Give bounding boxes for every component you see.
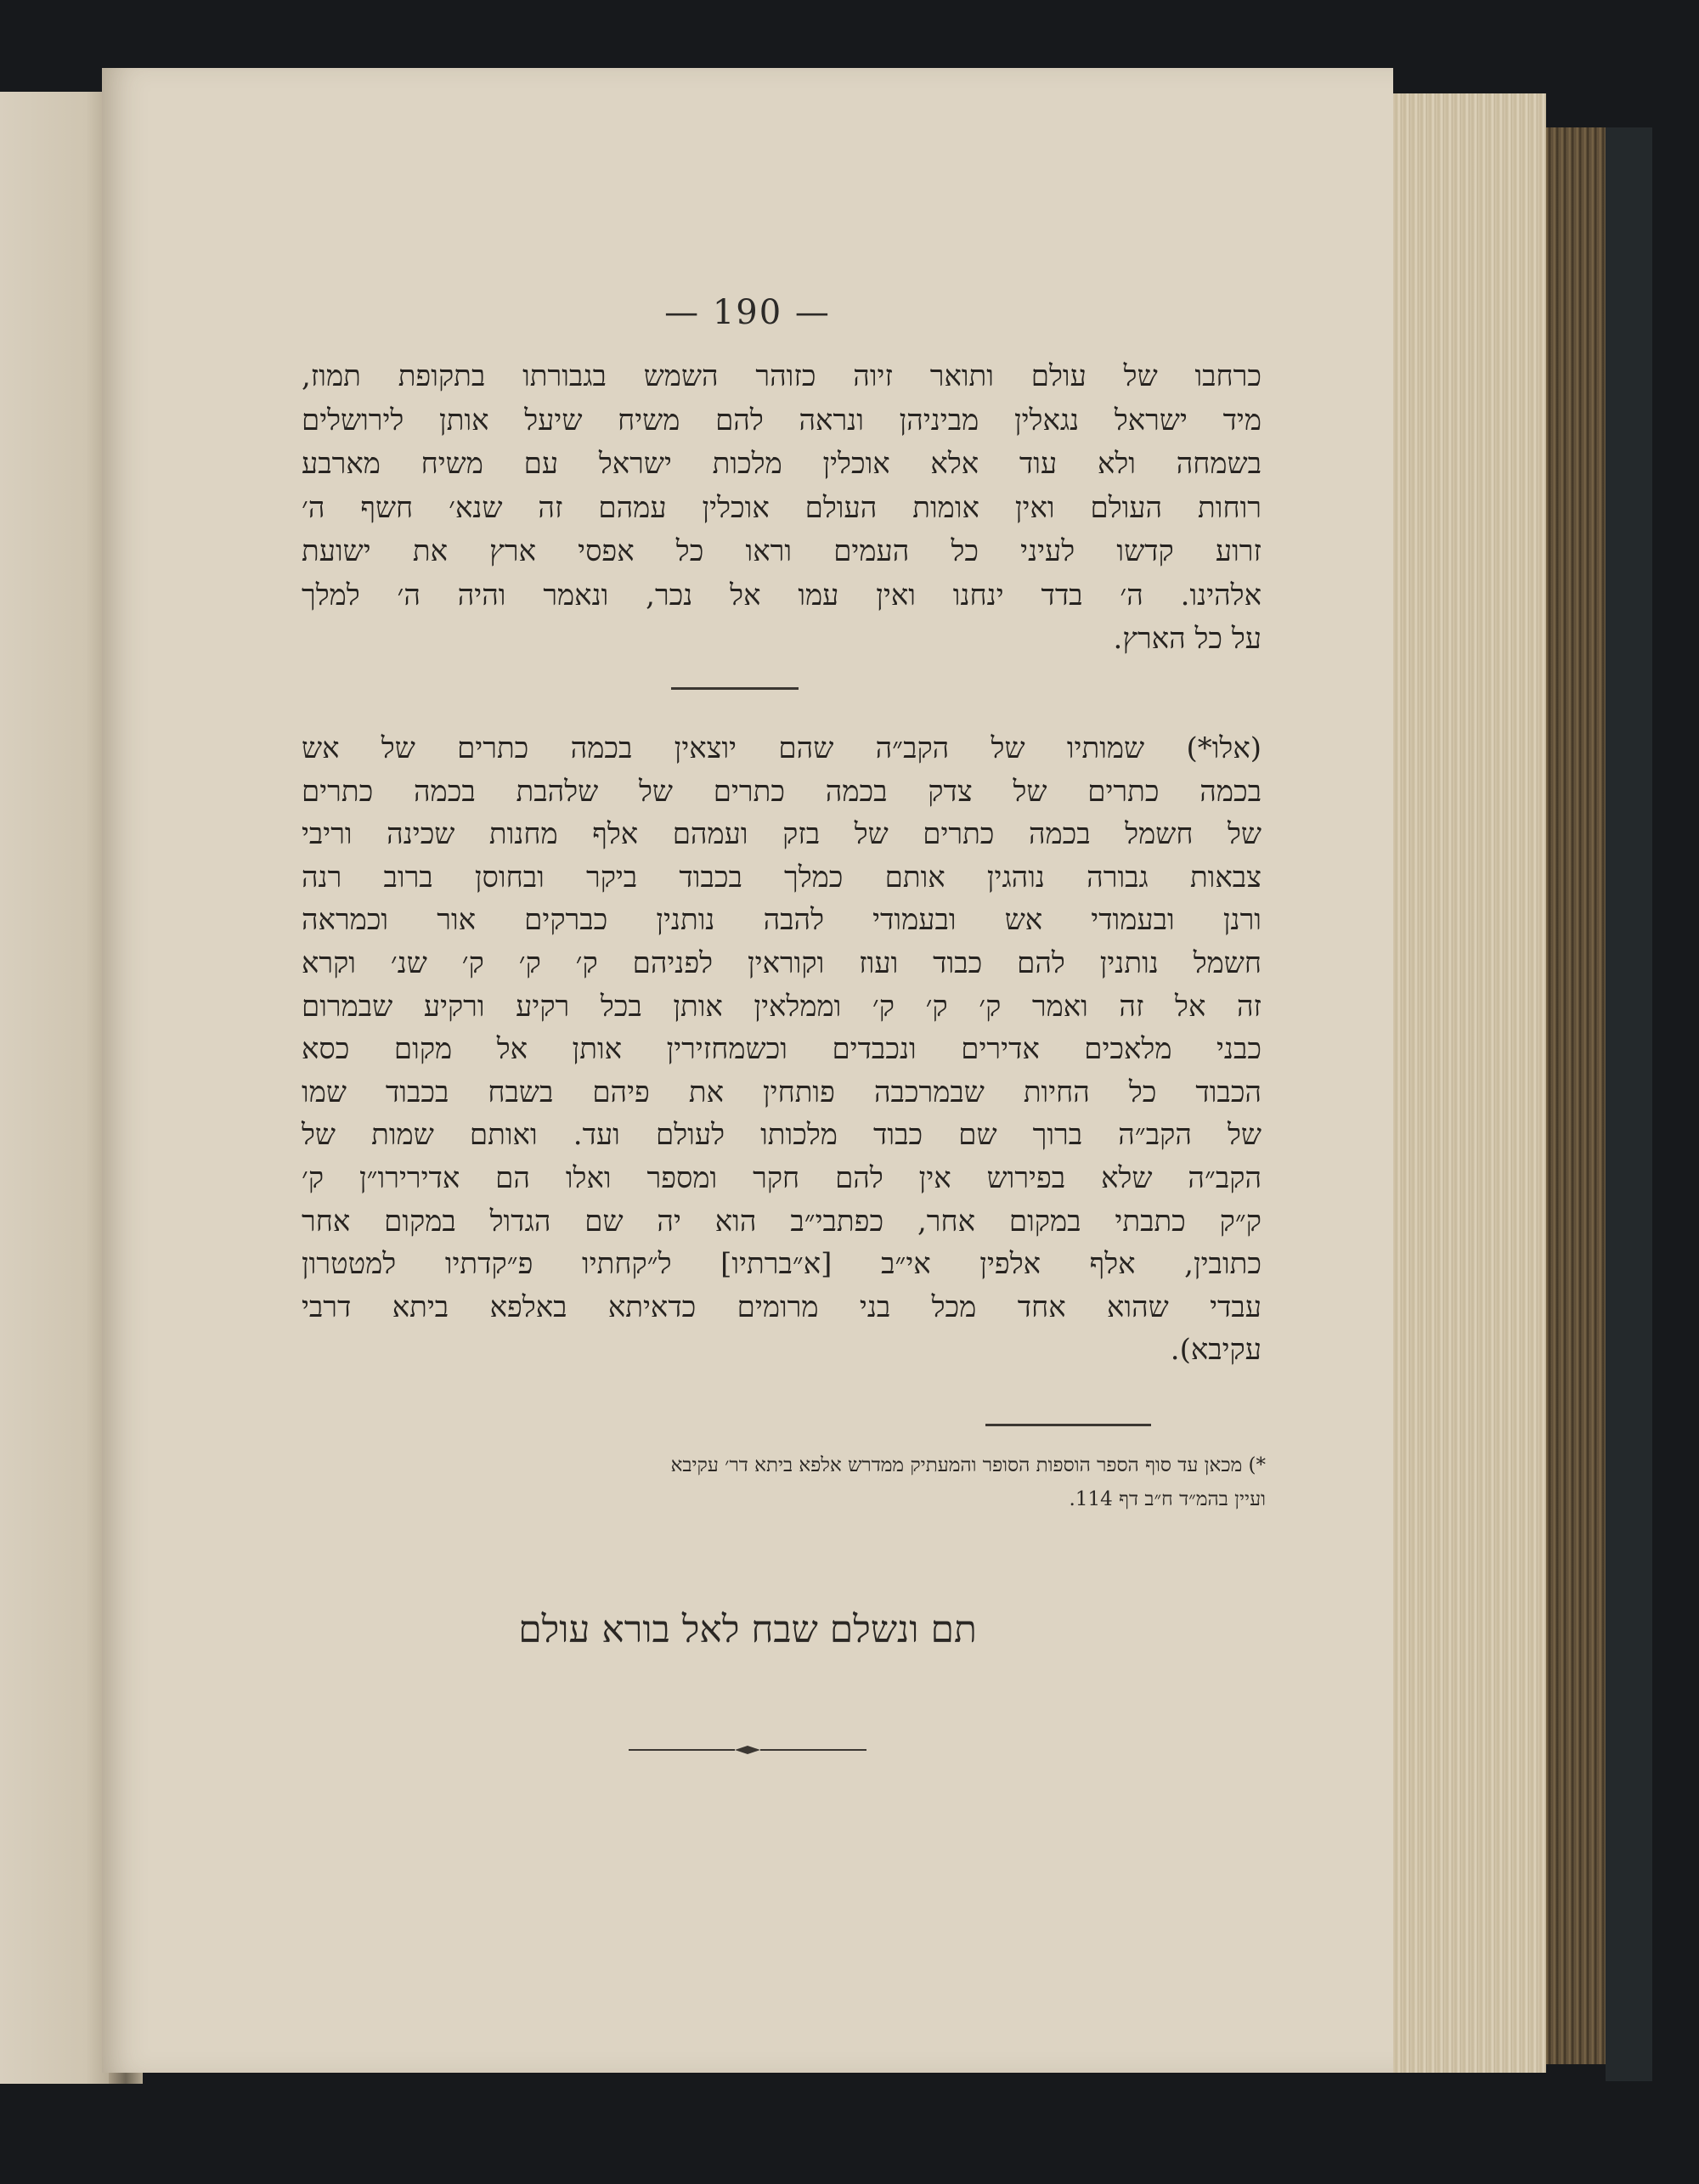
text-line: אלהינו. ה׳ בדד ינחנו ואין עמו אל נכר, ונאמר והיה ה׳ למלך — [302, 578, 1262, 612]
paragraph-top — [302, 355, 1262, 662]
text-line: זרוע קדשו לעיני כל העמים וראו כל אפסי ארץ את ישועת — [302, 534, 1262, 568]
text-line: חשמל נותנין להם כבוד ועוז וקוראין לפניהם ק׳ ק׳ ק׳ שנ׳ וקרא — [302, 945, 1262, 980]
footnote — [314, 1448, 1266, 1516]
page-number: — 190 — — [664, 293, 831, 332]
section-divider — [671, 687, 799, 690]
text-line: ק״ק כתבתי במקום אחר, כפתבי״ב הוא יה שם הגדול במקום אחר — [302, 1204, 1262, 1239]
closing-line: תם ונשלם שבח לאל בורא עולם — [518, 1608, 977, 1651]
text-line: בשמחה ולא עוד אלא אוכלין מלכות ישראל עם משיח מארבע — [302, 447, 1262, 481]
text-line: עבדי שהוא אחד מכל בני מרומים כדאיתא באלפא ביתא דרבי — [302, 1290, 1262, 1324]
text-line: (אלו*) שמותיו של הקב״ה שהם יוצאין בכמה כתרים של אש — [302, 731, 1262, 765]
text-line: של הקב״ה ברוך שם כבוד מלכותו לעולם ועד. ואותם שמות של — [302, 1118, 1262, 1153]
text-line: הכבוד כל החיות שבמרכבה פותחין את פיהם בשבח בכבוד שמו — [302, 1075, 1262, 1109]
text-line: כבני מלאכים אדירים ונכבדים וכשמחזירין אותן אל מקום כסא — [302, 1032, 1262, 1067]
footnote-line: ועיין בהמ״ד ח״ב דף 114. — [1069, 1488, 1266, 1510]
text-line: כרחבו של עולם ותואר זיוה כזוהר השמש בגבורתו בתקופת תמוז, — [302, 359, 1262, 393]
text-line: רוחות העולם ואין אומות העולם אוכלין עמהם זה שנא׳ חשף ה׳ — [302, 490, 1262, 525]
text-line: בכמה כתרים של צדק בכמה כתרים של שלהבת בכמה כתרים — [302, 774, 1262, 809]
text-line: ורנן ובעמודי אש ובעמודי להבה נותנין כברקים אור וכמראה — [302, 903, 1262, 938]
footnote-line: *) מכאן עד סוף הספר הוספות הסופר והמעתיק ממדרש אלפא ביתא דר׳ עקיבא — [670, 1454, 1266, 1476]
ornament-divider — [629, 1741, 866, 1758]
text-line: עקיבא). — [1170, 1333, 1262, 1368]
text-line: מיד ישראל נגאלין מביניהן ונראה להם משיח שיעל אותן לירושלים — [302, 403, 1262, 437]
text-line: צבאות גבורה נוהגין אותם כמלך בכבוד ביקר ובחוסן ברוב רנה — [302, 860, 1262, 894]
paragraph-main — [302, 727, 1262, 1372]
text-line: כתובין, אלף אלפין אי״ב [א״ברתיו] ל״קחתיו פ״קדתיו למטטרון — [302, 1247, 1262, 1282]
book-cover — [1606, 127, 1652, 2081]
text-line: על כל הארץ. — [1113, 622, 1262, 656]
book-page — [102, 68, 1393, 2073]
text-line: הקב״ה שלא בפירוש אין להם חקר ומספר ואלו הם אדירירו״ן ק׳ — [302, 1160, 1262, 1195]
text-line: זה אל זה ואמר ק׳ ק׳ ק׳ וממלאין אותן בכל רקיע ורקיע שבמרום — [302, 989, 1262, 1024]
text-line: של חשמל בכמה כתרים של בזק ועמהם אלף מחנות שכינה וריבי — [302, 817, 1262, 852]
footnote-divider — [985, 1424, 1151, 1426]
